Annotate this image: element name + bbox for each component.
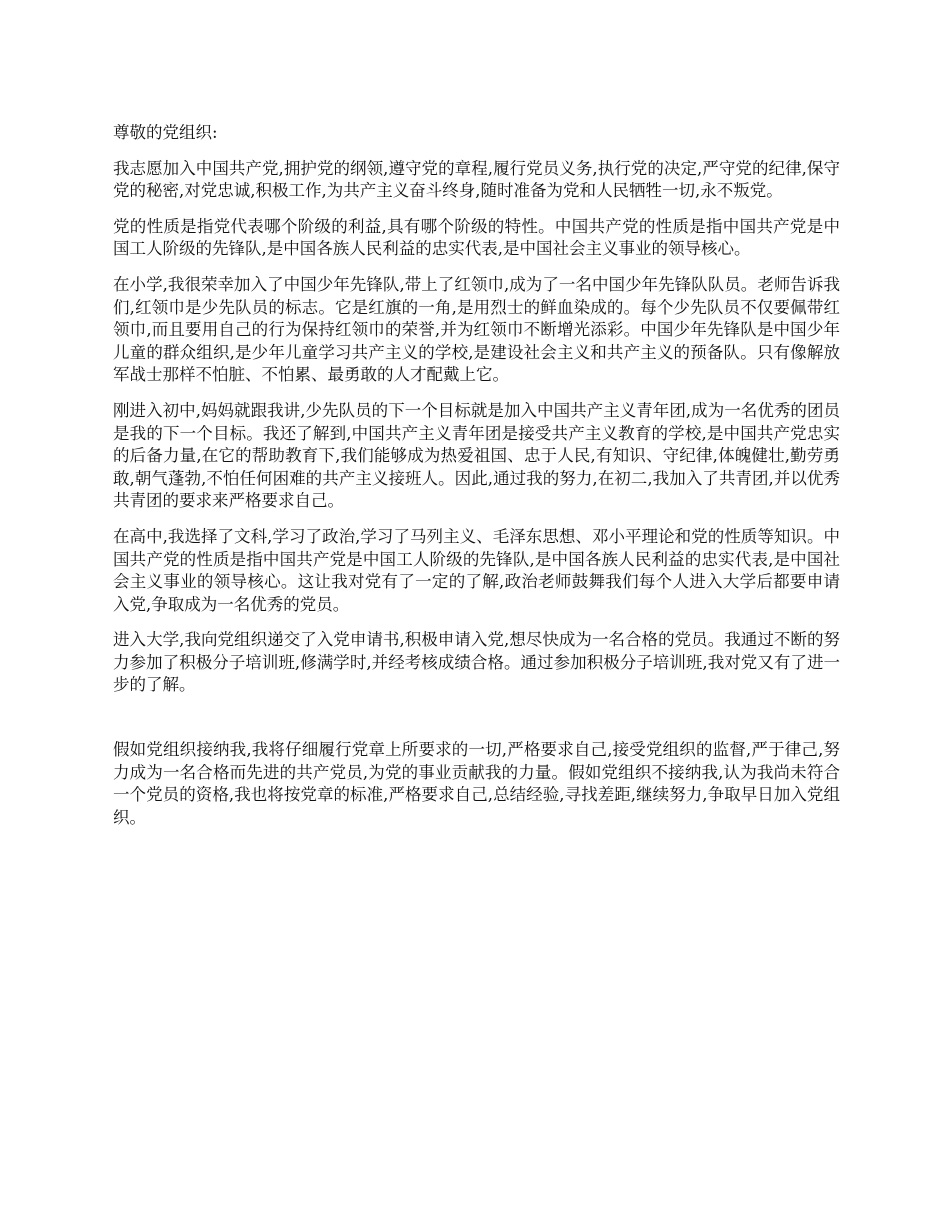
paragraph-junior-high: 刚进入初中,妈妈就跟我讲,少先队员的下一个目标就是加入中国共产主义青年团,成为一名优秀的团员是我的下一个目标。我还了解到,中国共产主义青年团是接受共产主义教育的学校,是中国共产党忠实的后备力量,在它的帮助教育下,我们能够成为热爱祖国、忠于人民,有知识、守纪律,体魄健壮,勤劳勇敢,朝气蓬勃,不怕任何困难的共产主义接班人。因此,通过我的努力,在初二,我加入了共青团,并以优秀共青团的要求来严格要求自己。 — [113, 400, 840, 511]
paragraph-pledge: 我志愿加入中国共产党,拥护党的纲领,遵守党的章程,履行党员义务,执行党的决定,严守党的纪律,保守党的秘密,对党忠诚,积极工作,为共产主义奋斗终身,随时准备为党和人民牺牲一切,永不叛党。 — [113, 158, 840, 201]
paragraph-senior-high: 在高中,我选择了文科,学习了政治,学习了马列主义、毛泽东思想、邓小平理论和党的性质等知识。中国共产党的性质是指中国共产党是中国工人阶级的先锋队,是中国各族人民利益的忠实代表,是中国社会主义事业的领导核心。这让我对党有了一定的了解,政治老师鼓舞我们每个人进入大学后都要申请入党,争取成为一名优秀的党员。 — [113, 526, 840, 614]
paragraph-party-nature: 党的性质是指党代表哪个阶级的利益,具有哪个阶级的特性。中国共产党的性质是指中国共产党是中国工人阶级的先锋队,是中国各族人民利益的忠实代表,是中国社会主义事业的领导核心。 — [113, 216, 840, 259]
blank-line — [113, 710, 840, 739]
salutation: 尊敬的党组织: — [113, 123, 218, 142]
document-body — [113, 122, 840, 842]
paragraph-primary-school: 在小学,我很荣幸加入了中国少年先锋队,带上了红领巾,成为了一名中国少年先锋队队员。老师告诉我们,红领巾是少先队员的标志。它是红旗的一角,是用烈士的鲜血染成的。每个少先队员不仅要佩带红领巾,而且要用自己的行为保持红领巾的荣誉,并为红领巾不断增光添彩。中国少年先锋队是中国少年儿童的群众组织,是少年儿童学习共产主义的学校,是建设社会主义和共产主义的预备队。只有像解放军战士那样不怕脏、不怕累、最勇敢的人才配戴上它。 — [113, 274, 840, 385]
paragraph-closing: 假如党组织接纳我,我将仔细履行党章上所要求的一切,严格要求自己,接受党组织的监督,严于律己,努力成为一名合格而先进的共产党员,为党的事业贡献我的力量。假如党组织不接纳我,认为我尚未符合一个党员的资格,我也将按党章的标准,严格要求自己,总结经验,寻找差距,继续努力,争取早日加入党组织。 — [113, 740, 840, 827]
paragraph-university: 进入大学,我向党组织递交了入党申请书,积极申请入党,想尽快成为一名合格的党员。我通过不断的努力参加了积极分子培训班,修满学时,并经考核成绩合格。通过参加积极分子培训班,我对党又有了进一步的了解。 — [113, 630, 840, 695]
